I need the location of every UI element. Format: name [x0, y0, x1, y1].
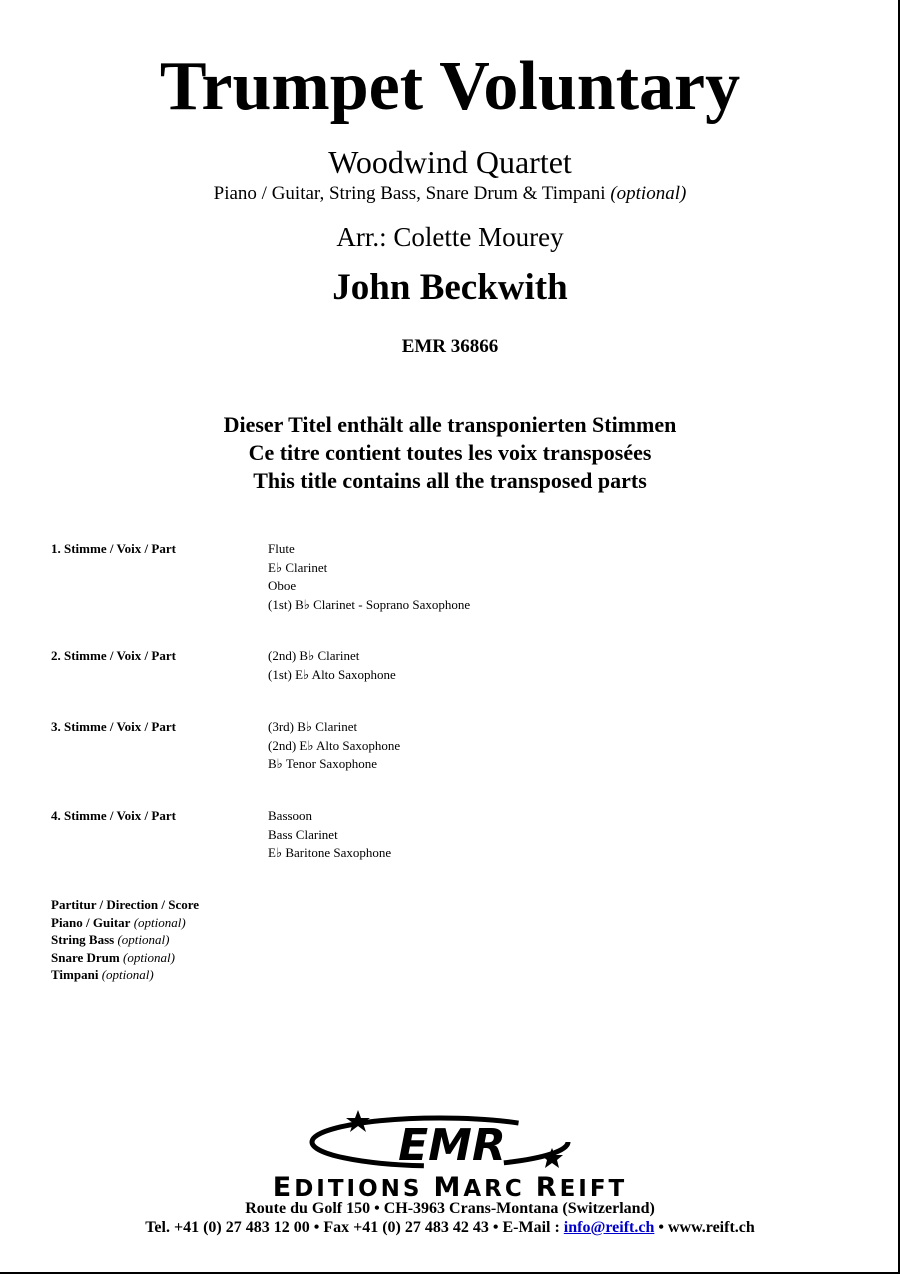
score-item-note: (optional) [117, 932, 170, 947]
score-item-name: Piano / Guitar [51, 914, 131, 930]
instrument: Oboe [268, 578, 297, 593]
part-3-instruments [268, 718, 400, 774]
publisher-name-part: DITIONS [294, 1176, 434, 1202]
contact-prefix: Tel. +41 (0) 27 483 12 00 • Fax +41 (0) 27 483 42 43 • E-Mail : [145, 1219, 564, 1236]
part-4-label: 4. Stimme / Voix / Part [51, 808, 176, 823]
instrument: (1st) E♭ Alto Saxophone [268, 666, 396, 682]
instrument: E♭ Baritone Saxophone [268, 845, 392, 860]
instrument: Flute [268, 541, 295, 556]
composer: John Beckwith [332, 267, 568, 308]
contact-suffix: • www.reift.ch [654, 1219, 755, 1236]
notice-line-en: This title contains all the transposed parts [253, 468, 647, 493]
instrument: Bass Clarinet [268, 826, 338, 842]
score-item-note: (optional) [122, 949, 175, 965]
publisher-contact [0, 1217, 900, 1239]
instrument: Bassoon [268, 808, 313, 823]
score-item-name: Snare Drum [51, 949, 120, 965]
instrument: E♭ Clarinet [268, 559, 328, 575]
email-link[interactable]: info@reift.ch [563, 1219, 655, 1236]
publisher-name-part: ARC [463, 1176, 536, 1202]
part-2-instruments [268, 647, 396, 684]
score-item-note: (optional) [101, 967, 154, 982]
catalog-number: EMR 36866 [401, 336, 499, 357]
part-4-instruments [268, 807, 391, 863]
score-heading: Partitur / Direction / Score [51, 897, 200, 912]
publisher-name-part: EIFT [559, 1176, 628, 1202]
score-item-name: Timpani [51, 967, 99, 982]
emr-logo [300, 1104, 600, 1174]
publisher-name-part: M [433, 1172, 464, 1203]
notice-line-fr: Ce titre contient toutes les voix transposées [248, 440, 652, 465]
publisher-name-part: E [272, 1172, 295, 1203]
part-1-instruments [268, 540, 470, 614]
score-item-name: String Bass [51, 932, 115, 947]
instrument: (2nd) B♭ Clarinet [268, 648, 360, 663]
part-2-label: 2. Stimme / Voix / Part [51, 648, 176, 663]
instrument: (1st) B♭ Clarinet - Soprano Saxophone [268, 596, 471, 612]
instrument: (2nd) E♭ Alto Saxophone [268, 737, 401, 753]
instrumentation [0, 181, 900, 207]
score-item-note: (optional) [133, 914, 186, 930]
instrumentation-text: Piano / Guitar, String Bass, Snare Drum & Timpani [213, 183, 606, 204]
instrumentation-optional: (optional) [610, 183, 687, 204]
page-title: Trumpet Voluntary [159, 48, 741, 125]
arranger: Arr.: Colette Mourey [336, 222, 564, 252]
logo-text: EMR [398, 1120, 506, 1171]
subtitle: Woodwind Quartet [328, 144, 572, 180]
transposition-notice [0, 411, 900, 495]
publisher-address: Route du Golf 150 • CH-3963 Crans-Montana (Switzerland) [245, 1200, 655, 1217]
instrument: (3rd) B♭ Clarinet [268, 719, 358, 734]
publisher-name-part: R [535, 1172, 560, 1203]
part-1-label: 1. Stimme / Voix / Part [51, 541, 176, 556]
score-list [51, 896, 199, 984]
notice-line-de: Dieser Titel enthält alle transponierten Stimmen [223, 412, 677, 437]
instrument: B♭ Tenor Saxophone [268, 756, 377, 771]
part-3-label: 3. Stimme / Voix / Part [51, 719, 176, 734]
